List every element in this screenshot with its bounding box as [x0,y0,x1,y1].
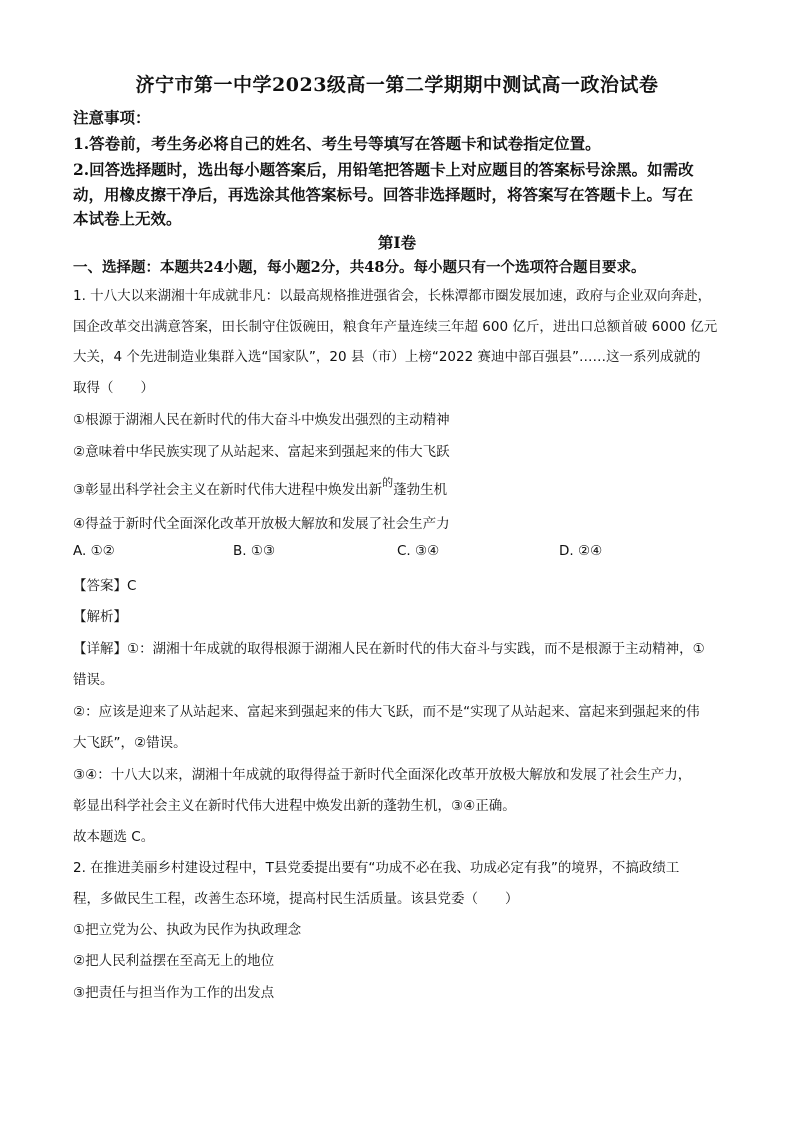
q1-explain-1-line-1 [73,637,705,657]
q2-stem-line-2: 程，多做民生工程，改善生态环境，提高村民生活质量。该县党委（ ） [73,891,519,907]
q1-stem-line-2: 国企改革交出满意答案，田长制守住饭碗田，粮食年产量连续三年超 600 亿斤，进出口总额首破 6000 亿元 [73,319,718,335]
answer-value: C [127,578,137,594]
q2-statement-2: ②把人民利益摆在至高无上的地位 [73,953,275,969]
analysis-tag: 【解析】 [73,609,127,625]
notice-item-2-line-1: 2.回答选择题时，选出每小题答案后，用铅笔把答题卡上对应题目的答案标号涂黑。如需改 [73,160,694,179]
answer-tag: 【答案】 [73,578,127,594]
q2-statement-1: ①把立党为公、执政为民作为执政理念 [73,922,302,938]
notice-item-2-line-2: 动，用橡皮擦干净后，再选涂其他答案标号。回答非选择题时，将答案写在答题卡上。写在 [73,185,694,204]
q1-statement-3-part-b: 蓬勃生机 [393,482,448,498]
q1-explain-1-line-2: 错误。 [73,672,114,688]
exam-title: 济宁市第一中学2023级高一第二学期期中测试高一政治试卷 [135,74,659,96]
q1-statement-1: ①根源于湖湘人民在新时代的伟大奋斗中焕发出强烈的主动精神 [73,412,450,428]
section-intro: 一、选择题：本题共24小题，每小题2分，共48分。每小题只有一个选项符合题目要求。 [73,259,646,276]
q1-explain-2-line-1: ②：应该是迎来了从站起来、富起来到强起来的伟大飞跃，而不是“实现了从站起来、富起来到强起来的伟 [73,704,700,720]
q1-statement-3-mark: 的 [382,476,394,489]
q1-statement-3-part-a: ③彰显出科学社会主义在新时代伟大进程中焕发出新 [73,482,383,498]
q1-stem-line-4: 取得（ ） [73,380,154,396]
q1-option-b: B. ①③ [233,543,276,559]
q1-answer-row [73,574,136,594]
q1-statement-4: ④得益于新时代全面深化改革开放极大解放和发展了社会生产力 [73,516,450,532]
notice-item-1: 1.答卷前，考生务必将自己的姓名、考生号等填写在答题卡和试卷指定位置。 [73,134,601,153]
q1-stem-line-3: 大关，4 个先进制造业集群入选“国家队”，20 县（市）上榜“2022 赛迪中部百强县”……这一系列成就的 [73,349,701,365]
q1-statement-2: ②意味着中华民族实现了从站起来、富起来到强起来的伟大飞跃 [73,444,450,460]
notice-item-2-line-3: 本试卷上无效。 [73,209,182,228]
detail-tag: 【详解】 [73,641,127,657]
q1-option-a: A. ①② [73,543,115,559]
q1-stem-line-1: 1. 十八大以来湖湘十年成就非凡：以最高规格推进强省会，长株潭都市圈发展加速，政府与企业双向奔赴， [73,288,712,304]
section-title: 第Ⅰ卷 [377,233,417,252]
q1-conclusion: 故本题选 C。 [73,829,155,845]
q1-option-c: C. ③④ [397,543,440,559]
q1-option-d: D. ②④ [559,543,603,559]
q1-explain-3-line-1: ③④：十八大以来，湖湘十年成就的取得得益于新时代全面深化改革开放极大解放和发展了社会生产力， [73,767,692,783]
q1-explain-3-line-2: 彰显出科学社会主义在新时代伟大进程中焕发出新的蓬勃生机，③④正确。 [73,798,516,814]
q1-explain-1-text: ①：湖湘十年成就的取得根源于湖湘人民在新时代的伟大奋斗与实践，而不是根源于主动精神，① [127,641,705,657]
q2-stem-line-1: 2. 在推进美丽乡村建设过程中，T县党委提出要有“功成不必在我、功成必定有我”的境界，不搞政绩工 [73,860,680,876]
q1-explain-2-line-2: 大飞跃”，②错误。 [73,735,187,751]
notice-heading: 注意事项： [73,108,151,127]
q1-statement-3 [73,478,447,498]
q2-statement-3: ③把责任与担当作为工作的出发点 [73,985,275,1001]
